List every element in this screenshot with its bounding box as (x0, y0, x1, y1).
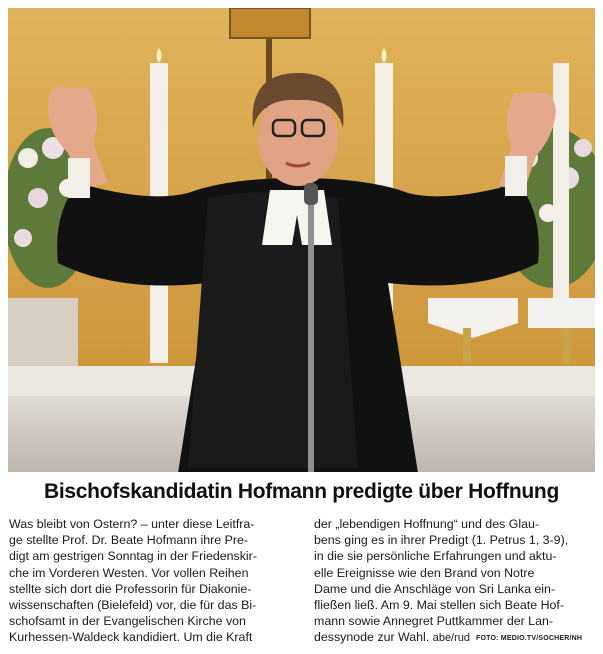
article-line: digt am gestrigen Sonntag in der Friedenskir- (9, 549, 257, 564)
article-last-line (314, 629, 603, 647)
author-abbreviation: abe/rud (432, 632, 471, 645)
article-line: che im Vorderen Westen. Vor vollen Reihen (9, 565, 249, 580)
article-line: fließen ließ. Am 9. Mai stellen sich Beate Hof- (314, 598, 564, 613)
article-line: der „lebendigen Hoffnung“ und des Glau- (314, 517, 540, 531)
article-line: bens ging es in ihrer Predigt (1. Petrus 1, 3-9), (314, 533, 569, 548)
article-line: wissenschaften (Bielefeld) vor, die für das Bi- (9, 598, 257, 613)
article-line: stellte sich dort die Professorin für Diakonie- (9, 581, 252, 596)
article-line: Was bleibt von Ostern? – unter diese Leitfra- (9, 517, 255, 531)
article-line: elle Ereignisse wie den Brand von Notre (314, 565, 535, 580)
headline: Bischofskandidatin Hofmann predigte über Hoffnung (44, 480, 559, 503)
article-line: mann sowie Annegret Puttkammer der Lan- (314, 614, 553, 629)
article-line: schofsamt in der Evangelischen Kirche von (9, 614, 246, 629)
article-column-left (9, 516, 299, 646)
article-line: Kurhessen-Waldeck kandidiert. Um die Kraft (9, 630, 253, 645)
article-line: in die sie persönliche Erfahrungen und aktu- (314, 549, 557, 564)
article-line: Dame und die Anschläge von Sri Lanka ein- (314, 581, 556, 596)
photo-credit: FOTO: MEDIO.TV/SOCHER/NH (476, 635, 583, 643)
article-photo (8, 8, 595, 472)
pastor-photo (8, 8, 595, 472)
article-line: ge stellte Prof. Dr. Beate Hofmann ihre Pre- (9, 533, 248, 548)
article-column-right (314, 516, 603, 648)
article-line-text: dessynode zur Wahl. (314, 630, 430, 645)
